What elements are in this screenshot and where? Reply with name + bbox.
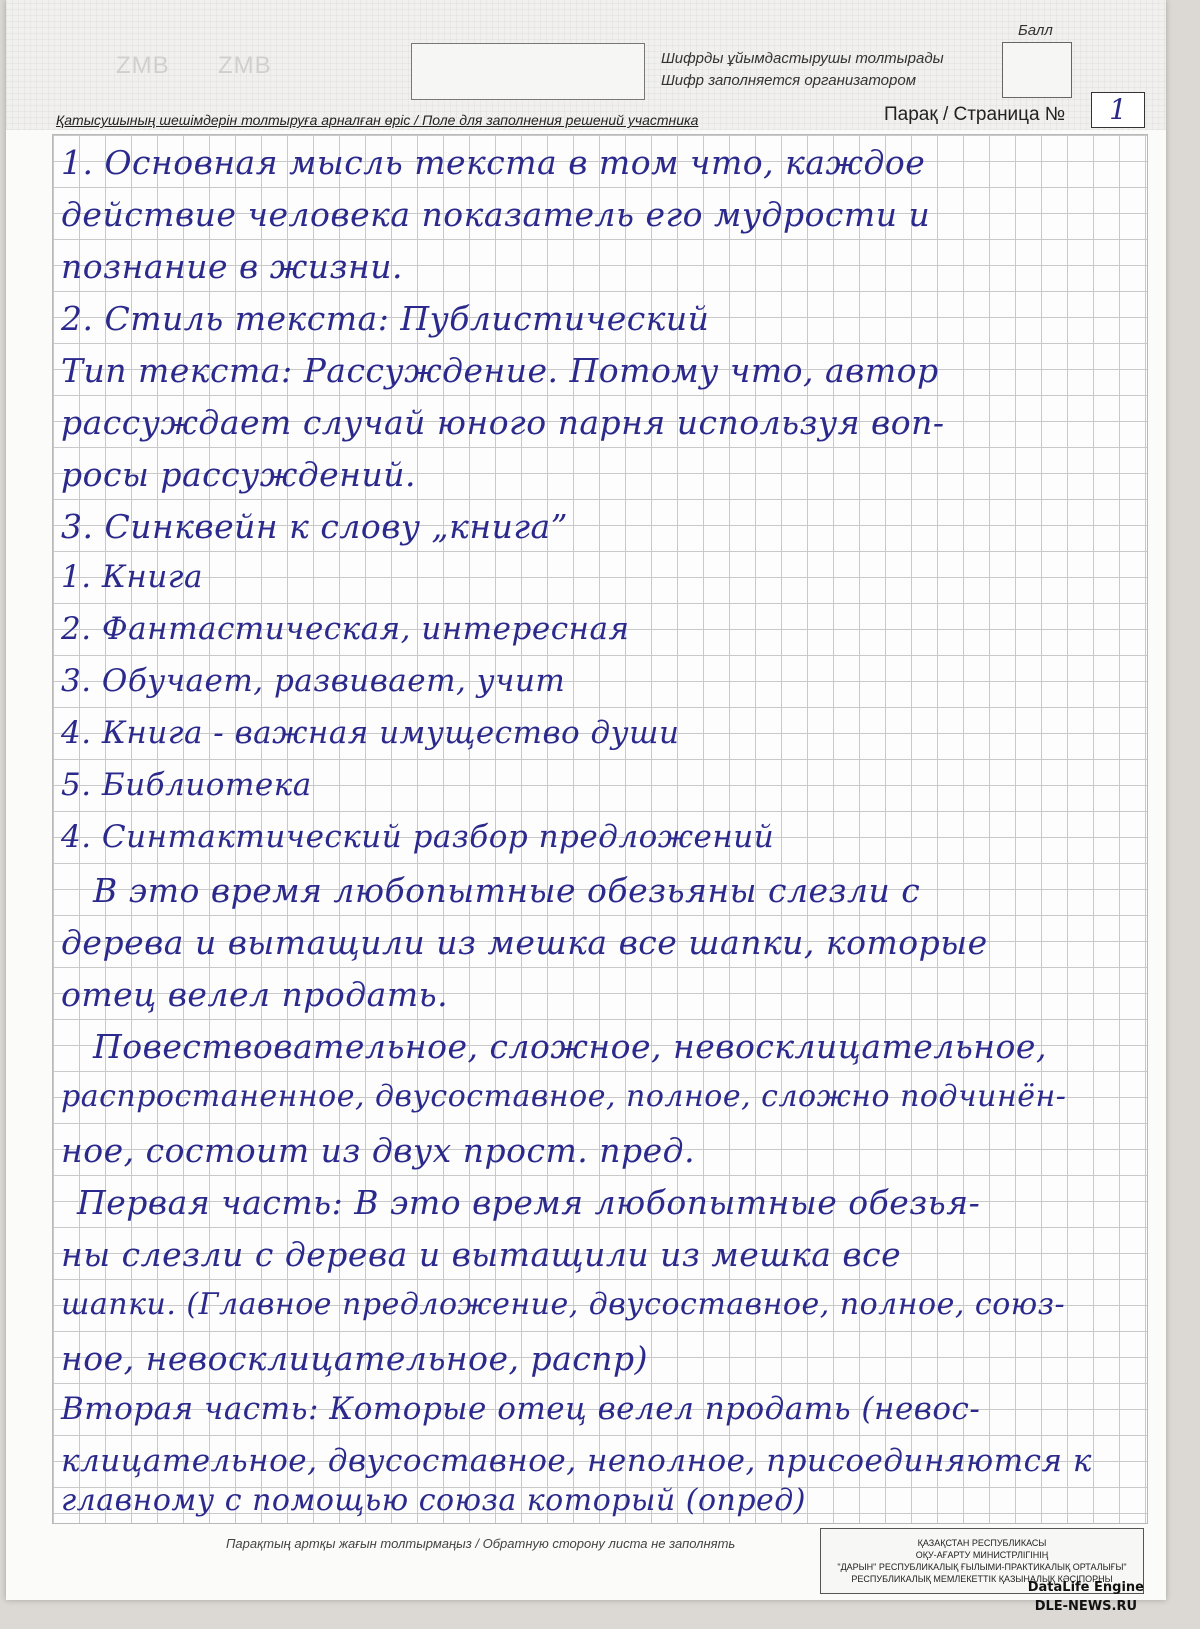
stamp-line: ОҚУ-АҒАРТУ МИНИСТРЛІГІНІҢ [915,1550,1049,1560]
watermark-engine: DataLife Engine [1027,1580,1144,1595]
handwritten-line: главному с помощью союза который (опред) [61,1483,807,1518]
answer-sheet [6,0,1166,1600]
handwritten-line: 5. Библиотека [61,767,312,803]
watermark-zmb: ZMB [116,52,170,79]
cipher-box [411,43,645,100]
stamp-line: РЕСПУБЛИКАЛЫҚ МЕМЛЕКЕТТІК ҚАЗЫНАЛЫҚ КӘСІПОРНЫ [851,1574,1113,1584]
handwritten-line: 3. Синквейн к слову „книга” [61,507,569,546]
handwritten-line: отец велел продать. [61,975,449,1014]
handwritten-line: 3. Обучает, развивает, учит [61,663,566,699]
site-watermark [1028,1578,1144,1616]
handwritten-line: 1. Книга [61,559,203,595]
handwritten-line: 2. Стиль текста: Публистический [61,299,710,338]
page-label: Парақ / Страница № [884,104,1066,125]
handwritten-line: ное, невосклицательное, распр) [61,1339,649,1378]
field-label: Қатысушының шешімдерін толтыруға арналған өріс / Поле для заполнения решений участника [56,112,699,128]
handwritten-line: распростаненное, двусоставное, полное, сложно подчинён- [61,1079,1067,1114]
handwritten-line: Повествовательное, сложное, невосклицательное, [93,1027,1047,1066]
handwritten-line: ное, состоит из двух прост. пред. [61,1131,696,1170]
cipher-line-kz: Шифрды ұйымдастырушы толтырады [661,50,944,67]
cipher-line-ru: Шифр заполняется организатором [661,72,916,89]
stamp-line: ҚАЗАҚСТАН РЕСПУБЛИКАСЫ [917,1538,1047,1548]
cipher-instructions [661,48,944,92]
watermark-zmb: ZMB [218,52,272,79]
handwritten-line: 4. Синтактический разбор предложений [61,819,775,855]
answer-grid [52,134,1148,1524]
handwritten-line: дерева и вытащили из мешка все шапки, которые [61,923,988,962]
footer-note: Парақтың артқы жағын толтырмаңыз / Обратную сторону листа не заполнять [226,1536,736,1551]
handwritten-line: Первая часть: В это время любопытные обезья- [77,1183,981,1222]
watermark-site: DLE-NEWS.RU [1034,1599,1138,1614]
handwritten-line: 2. Фантастическая, интересная [61,611,630,647]
stamp-line: "ДАРЫН" РЕСПУБЛИКАЛЫҚ ҒЫЛЫМИ-ПРАКТИКАЛЫҚ ОРТАЛЫҒЫ" [837,1562,1127,1572]
handwritten-line: росы рассуждений. [61,455,416,494]
handwritten-line: 4. Книга - важная имущество души [61,715,680,751]
handwritten-line: 1. Основная мысль текста в том что, каждое [61,143,926,182]
sheet-header [6,0,1166,130]
handwritten-line: действие человека показатель его мудрости и [61,195,931,234]
handwritten-line: Тип текста: Рассуждение. Потому что, автор [61,351,939,390]
handwritten-line: ны слезли с дерева и вытащили из мешка все [61,1235,902,1274]
page-number: 1 [1091,92,1145,128]
handwritten-line: Вторая часть: Которые отец велел продать (невос- [61,1391,981,1427]
score-box [1002,42,1072,98]
score-label: Балл [1018,22,1053,39]
handwritten-line: шапки. (Главное предложение, двусоставное, полное, союз- [61,1287,1066,1322]
handwritten-line: рассуждает случай юного парня используя воп- [61,403,945,442]
handwritten-line: познание в жизни. [61,247,403,286]
handwritten-line: В это время любопытные обезьяны слезли с [93,871,921,910]
handwritten-line: клицательное, двусоставное, неполное, присоединяются к [61,1443,1092,1479]
